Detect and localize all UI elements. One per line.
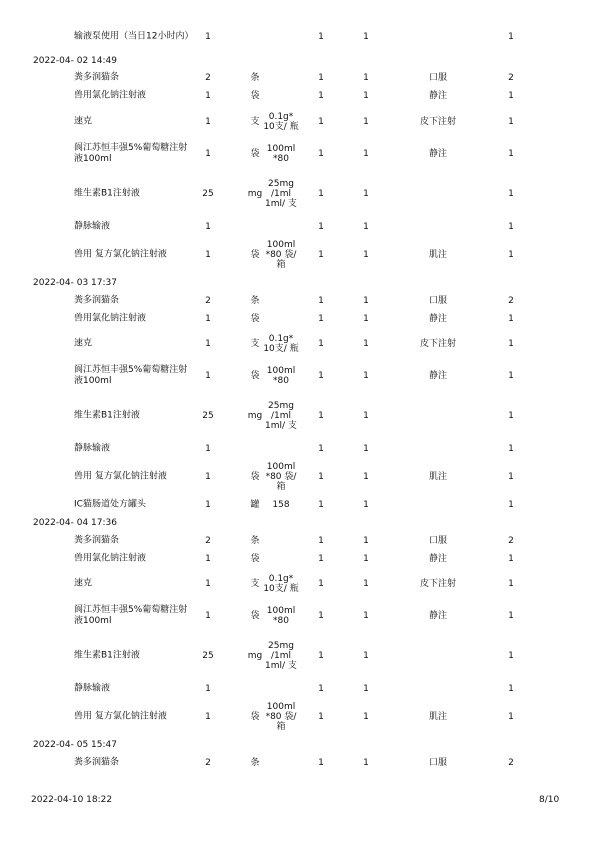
cell-b: 1 [363, 295, 369, 306]
cell-a: 1 [318, 295, 324, 306]
cell-b: 1 [363, 338, 369, 349]
table-row [0, 360, 600, 391]
cell-spec: 25mg /1ml 1ml/ 支 [265, 400, 297, 431]
cell-a: 1 [318, 578, 324, 589]
cell-unit: 支 [250, 116, 260, 127]
table-row [0, 106, 600, 137]
cell-a: 1 [318, 188, 324, 199]
table-row [0, 24, 600, 50]
cell-name: 兽用氯化钠注射液 [74, 553, 147, 563]
cell-qty: 1 [205, 249, 211, 260]
cell-days: 1 [508, 188, 514, 199]
table-row [0, 698, 600, 735]
table-row [0, 680, 600, 697]
cell-qty: 1 [205, 499, 211, 510]
cell-days: 1 [508, 91, 514, 101]
cell-name: 兽用氯化钠注射液 [74, 313, 147, 323]
cell-days: 1 [508, 683, 514, 694]
cell-qty: 1 [205, 148, 211, 159]
cell-qty: 2 [205, 535, 211, 546]
table-row [0, 69, 600, 86]
cell-name: 兽用 复方氯化钠注射液 [74, 711, 167, 721]
table-row [0, 532, 600, 549]
cell-b: 1 [363, 249, 369, 260]
cell-days: 1 [508, 116, 514, 127]
visit-datetime: 2022-04- 04 17:36 [33, 517, 117, 528]
cell-unit: 袋 [250, 610, 260, 621]
cell-days: 1 [508, 338, 514, 349]
table-row [0, 310, 600, 327]
cell-spec: 0.1g* 10支/ 瓶 [263, 573, 299, 594]
visit-datetime: 2022-04- 03 17:37 [33, 277, 117, 288]
cell-qty: 25 [202, 410, 214, 421]
cell-unit: 袋 [250, 148, 260, 159]
cell-a: 1 [318, 610, 324, 621]
cell-route: 皮下注射 [419, 338, 456, 349]
cell-name: 粪多润猫条 [74, 295, 120, 305]
table-row [0, 496, 600, 513]
cell-route: 口服 [428, 72, 447, 83]
cell-spec: 25mg /1ml 1ml/ 支 [265, 640, 297, 671]
cell-route: 口服 [428, 757, 447, 768]
cell-route: 肌注 [428, 249, 447, 260]
cell-name: 速克 [74, 578, 93, 588]
cell-b: 1 [363, 683, 369, 694]
cell-unit: 条 [250, 72, 260, 83]
cell-spec: 100ml *80 袋/箱 [265, 461, 297, 492]
cell-days: 1 [508, 578, 514, 589]
cell-b: 1 [363, 32, 369, 42]
cell-unit: mg [247, 650, 263, 661]
cell-a: 1 [318, 370, 324, 381]
cell-qty: 1 [205, 578, 211, 589]
table-row [0, 754, 600, 771]
cell-unit: 袋 [250, 711, 260, 722]
cell-unit: mg [247, 410, 263, 421]
cell-route: 静注 [428, 313, 447, 324]
cell-name: 维生素B1注射液 [74, 650, 140, 660]
cell-route: 静注 [428, 148, 447, 159]
cell-days: 2 [508, 535, 514, 546]
cell-spec: 100ml *80 袋/箱 [265, 701, 297, 732]
cell-spec: 0.1g* 10支/ 瓶 [263, 333, 299, 354]
cell-name: 兽用 复方氯化钠注射液 [74, 471, 167, 481]
cell-unit: 袋 [250, 553, 260, 564]
cell-a: 1 [318, 221, 324, 232]
cell-name: 阆江苏恒丰强5%葡萄糖注射液100ml [74, 604, 188, 626]
cell-name: 静脉输液 [74, 443, 111, 453]
cell-a: 1 [318, 683, 324, 694]
visit-datetime: 2022-04- 02 14:49 [33, 55, 117, 66]
cell-spec: 0.1g* 10支/ 瓶 [263, 111, 299, 132]
cell-qty: 1 [205, 683, 211, 694]
cell-a: 1 [318, 650, 324, 661]
cell-name: 静脉输液 [74, 683, 111, 693]
cell-spec: 100ml *80 [266, 605, 296, 626]
cell-qty: 1 [205, 116, 211, 127]
cell-qty: 1 [205, 711, 211, 722]
cell-days: 1 [508, 711, 514, 722]
cell-route: 口服 [428, 295, 447, 306]
cell-a: 1 [318, 711, 324, 722]
table-row [0, 87, 600, 105]
cell-days: 1 [508, 443, 514, 454]
cell-name: 输液泵使用（当日12小时内） [74, 31, 194, 42]
cell-days: 1 [508, 410, 514, 421]
cell-a: 1 [318, 410, 324, 421]
cell-b: 1 [363, 221, 369, 232]
cell-route: 皮下注射 [419, 578, 456, 589]
cell-unit: 袋 [250, 91, 260, 101]
footer-page-number: 8/10 [539, 795, 560, 805]
cell-unit: 袋 [250, 471, 260, 482]
cell-unit: 袋 [250, 249, 260, 260]
cell-unit: 罐 [250, 499, 260, 510]
cell-unit: mg [247, 188, 263, 199]
cell-name: 静脉输液 [74, 221, 111, 231]
table-row [0, 138, 600, 169]
cell-qty: 2 [205, 295, 211, 306]
cell-b: 1 [363, 148, 369, 159]
cell-days: 2 [508, 757, 514, 768]
cell-unit: 袋 [250, 370, 260, 381]
cell-qty: 1 [205, 471, 211, 482]
cell-route: 静注 [428, 91, 447, 101]
cell-route: 静注 [428, 553, 447, 564]
cell-route: 口服 [428, 535, 447, 546]
table-row [0, 392, 600, 439]
cell-name: 阆江苏恒丰强5%葡萄糖注射液100ml [74, 364, 188, 386]
table-row [0, 568, 600, 599]
cell-name: 粪多润猫条 [74, 535, 120, 545]
cell-qty: 25 [202, 650, 214, 661]
cell-spec: 158 [272, 499, 290, 510]
table-row [0, 632, 600, 679]
cell-qty: 1 [205, 313, 211, 324]
cell-spec: 25mg /1ml 1ml/ 支 [265, 178, 297, 209]
cell-name: 阆江苏恒丰强5%葡萄糖注射液100ml [74, 142, 188, 164]
cell-days: 1 [508, 148, 514, 159]
cell-qty: 1 [205, 91, 211, 101]
cell-b: 1 [363, 535, 369, 546]
cell-name: 兽用氯化钠注射液 [74, 90, 147, 101]
cell-a: 1 [318, 757, 324, 768]
cell-b: 1 [363, 553, 369, 564]
cell-b: 1 [363, 313, 369, 324]
cell-route: 皮下注射 [419, 116, 456, 127]
cell-b: 1 [363, 650, 369, 661]
cell-a: 1 [318, 313, 324, 324]
date-group-header [0, 52, 600, 69]
cell-b: 1 [363, 757, 369, 768]
cell-spec: 100ml *80 [266, 143, 296, 164]
cell-b: 1 [363, 188, 369, 199]
cell-name: IC猫肠道处方罐头 [74, 499, 146, 509]
cell-qty: 1 [205, 338, 211, 349]
cell-days: 1 [508, 650, 514, 661]
cell-name: 兽用 复方氯化钠注射液 [74, 249, 167, 259]
cell-name: 维生素B1注射液 [74, 188, 140, 198]
cell-qty: 2 [205, 72, 211, 83]
cell-name: 粪多润猫条 [74, 72, 120, 82]
cell-qty: 2 [205, 757, 211, 768]
cell-name: 维生素B1注射液 [74, 410, 140, 420]
cell-a: 1 [318, 535, 324, 546]
cell-days: 1 [508, 471, 514, 482]
cell-a: 1 [318, 553, 324, 564]
cell-b: 1 [363, 443, 369, 454]
cell-route: 肌注 [428, 471, 447, 482]
cell-a: 1 [318, 443, 324, 454]
cell-b: 1 [363, 370, 369, 381]
cell-unit: 条 [250, 295, 260, 306]
table-row [0, 236, 600, 273]
cell-route: 静注 [428, 610, 447, 621]
cell-b: 1 [363, 610, 369, 621]
cell-b: 1 [363, 578, 369, 589]
cell-qty: 1 [205, 221, 211, 232]
cell-a: 1 [318, 249, 324, 260]
table-row [0, 550, 600, 567]
cell-qty: 1 [205, 370, 211, 381]
cell-name: 速克 [74, 116, 93, 126]
cell-route: 肌注 [428, 711, 447, 722]
cell-a: 1 [318, 148, 324, 159]
table-row [0, 458, 600, 495]
cell-days: 1 [508, 499, 514, 510]
cell-days: 2 [508, 72, 514, 83]
table-row [0, 440, 600, 457]
table-row [0, 600, 600, 631]
table-row [0, 328, 600, 359]
visit-datetime: 2022-04- 05 15:47 [33, 739, 117, 750]
cell-days: 1 [508, 610, 514, 621]
cell-unit: 条 [250, 535, 260, 546]
cell-b: 1 [363, 116, 369, 127]
cell-b: 1 [363, 91, 369, 101]
cell-unit: 袋 [250, 313, 260, 324]
cell-unit: 支 [250, 578, 260, 589]
cell-a: 1 [318, 32, 324, 42]
cell-spec: 100ml *80 袋/箱 [265, 239, 297, 270]
cell-spec: 100ml *80 [266, 365, 296, 386]
cell-name: 粪多润猫条 [74, 757, 120, 767]
footer-print-time: 2022-04-10 18:22 [31, 795, 113, 805]
cell-qty: 1 [205, 610, 211, 621]
cell-qty: 1 [205, 443, 211, 454]
table-row [0, 218, 600, 235]
cell-b: 1 [363, 499, 369, 510]
cell-qty: 1 [205, 32, 211, 42]
cell-qty: 1 [205, 553, 211, 564]
cell-b: 1 [363, 711, 369, 722]
cell-days: 1 [508, 249, 514, 260]
table-row [0, 170, 600, 217]
cell-b: 1 [363, 410, 369, 421]
date-group-header [0, 274, 600, 291]
table-row [0, 292, 600, 309]
cell-unit: 支 [250, 338, 260, 349]
cell-a: 1 [318, 116, 324, 127]
cell-a: 1 [318, 499, 324, 510]
cell-days: 1 [508, 32, 514, 42]
cell-days: 1 [508, 313, 514, 324]
cell-b: 1 [363, 72, 369, 83]
cell-unit: 条 [250, 757, 260, 768]
cell-a: 1 [318, 338, 324, 349]
cell-days: 2 [508, 295, 514, 306]
date-group-header [0, 736, 600, 753]
cell-b: 1 [363, 471, 369, 482]
cell-name: 速克 [74, 338, 93, 348]
cell-route: 静注 [428, 370, 447, 381]
cell-days: 1 [508, 221, 514, 232]
cell-days: 1 [508, 553, 514, 564]
date-group-header [0, 514, 600, 531]
cell-qty: 25 [202, 188, 214, 199]
cell-days: 1 [508, 370, 514, 381]
cell-a: 1 [318, 91, 324, 101]
cell-a: 1 [318, 72, 324, 83]
cell-a: 1 [318, 471, 324, 482]
